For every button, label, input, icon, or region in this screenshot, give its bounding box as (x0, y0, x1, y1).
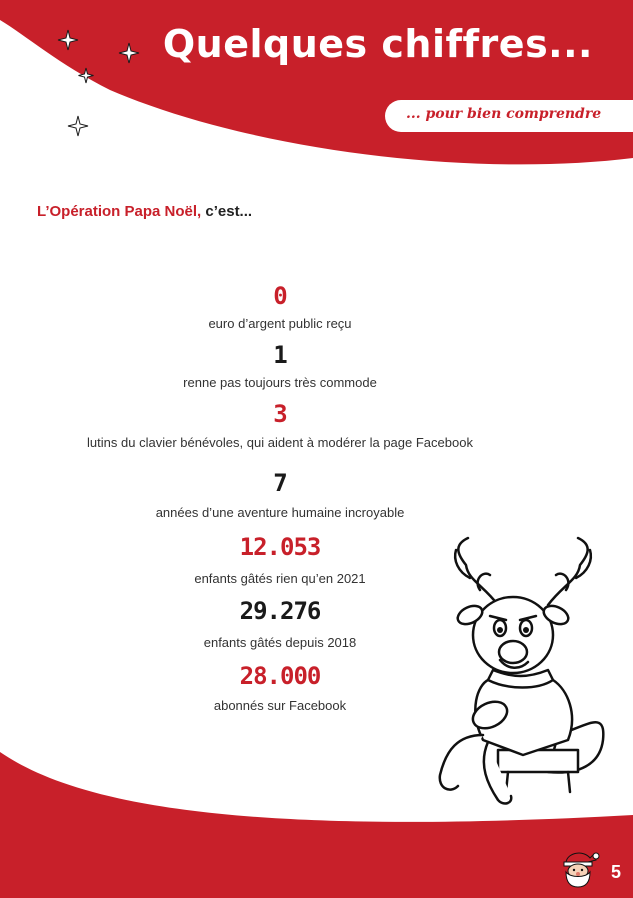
left-antler (455, 538, 498, 605)
sparkle-star-icon (79, 68, 94, 83)
stat-label: enfants gâtés depuis 2018 (203, 635, 357, 650)
stat-label: enfants gâtés rien qu’en 2021 (194, 571, 366, 586)
page-number: 5 (610, 862, 621, 882)
stat-label: renne pas toujours très commode (183, 375, 377, 390)
stat-value: 29.276 (239, 597, 321, 625)
stat-label: lutins du clavier bénévoles, qui aident à modérer la page Facebook (87, 435, 473, 450)
sparkle-star-icon (119, 43, 139, 63)
reindeer-nose (499, 641, 527, 663)
page-title: Quelques chiffres... (162, 22, 593, 66)
armchair-seat (498, 750, 578, 772)
reindeer-illustration (428, 510, 618, 810)
sparkle-star-icon (68, 116, 88, 136)
sparkle-stars (55, 25, 155, 145)
intro-text (37, 203, 252, 220)
reindeer-pupil (523, 627, 529, 633)
stat-value: 3 (273, 400, 287, 428)
reindeer-pupil (497, 627, 503, 633)
stat-label: euro d’argent public reçu (208, 316, 352, 331)
stat-value: 12.053 (239, 533, 321, 561)
stat-value: 7 (273, 469, 287, 497)
reindeer-leg-left (440, 735, 483, 790)
stat-value: 28.000 (239, 662, 321, 690)
intro-highlight: L’Opération Papa Noël, (37, 203, 202, 220)
santa-face-icon (558, 848, 600, 888)
right-antler (548, 538, 591, 605)
stat-label: années d’une aventure humaine incroyable (155, 505, 405, 520)
armchair-legs (506, 772, 570, 792)
sparkle-star-icon (58, 30, 78, 50)
intro-rest: c’est... (201, 203, 253, 220)
stat-value: 1 (273, 341, 287, 369)
stat-label: abonnés sur Facebook (213, 698, 347, 713)
stat-value: 0 (273, 282, 287, 310)
subtitle: ... pour bien comprendre (406, 106, 602, 122)
